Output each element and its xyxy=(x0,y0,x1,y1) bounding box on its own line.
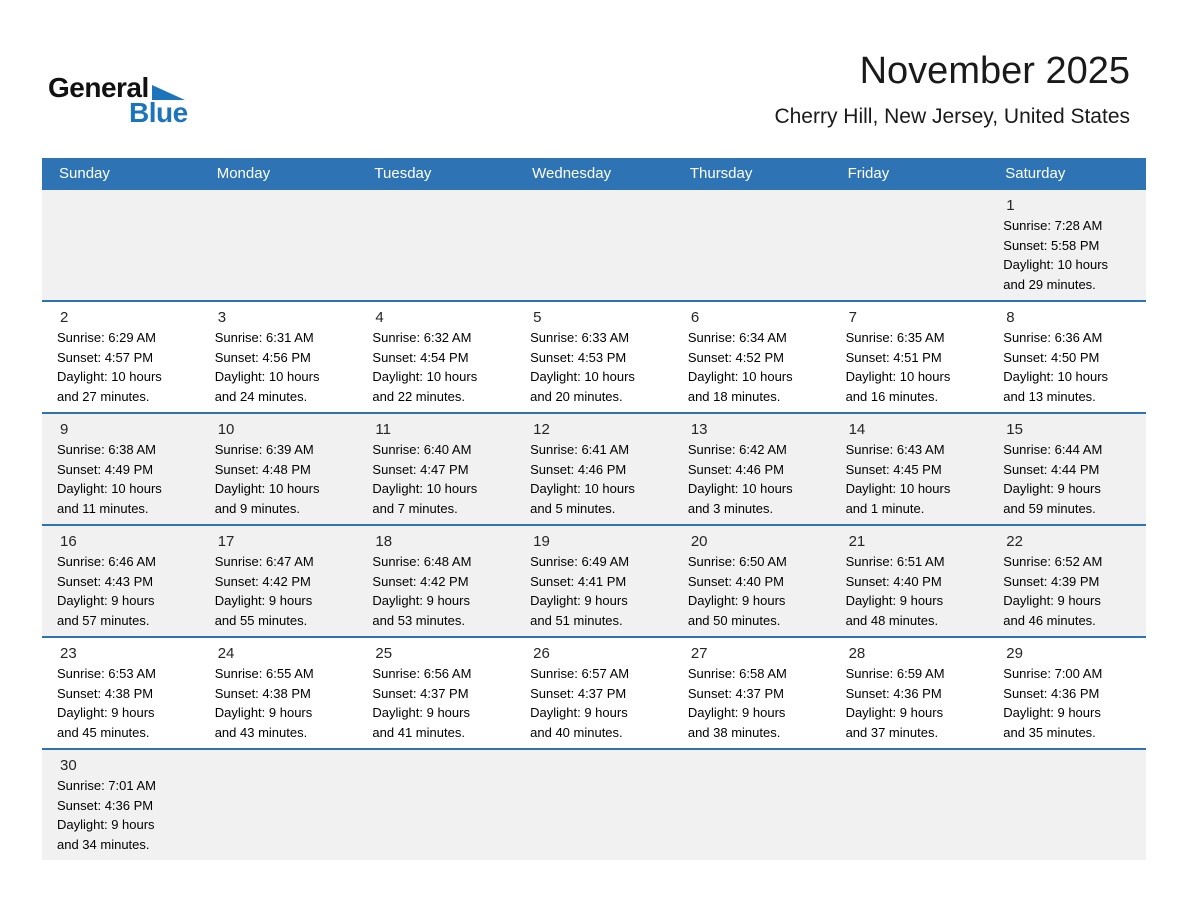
daylight-line-1: Daylight: 10 hours xyxy=(687,481,793,496)
empty-cell xyxy=(357,750,515,860)
day-number: 25 xyxy=(375,645,393,662)
day-number: 28 xyxy=(848,645,866,662)
empty-cell xyxy=(673,190,831,300)
day-number: 22 xyxy=(1006,533,1023,550)
weekday-header-monday: Monday xyxy=(216,164,271,182)
day-number: 20 xyxy=(690,533,708,550)
logo-text-general: General xyxy=(48,72,149,103)
daylight-line-1: Daylight: 10 hours xyxy=(214,369,320,384)
day-number: 23 xyxy=(60,645,77,662)
daylight-line-2: and 50 minutes. xyxy=(687,612,781,628)
day-cell-12 xyxy=(515,414,673,524)
day-cell-26 xyxy=(515,638,673,748)
weekday-header-tuesday: Tuesday xyxy=(374,164,432,182)
daylight-line-1: Daylight: 10 hours xyxy=(372,369,478,384)
weekday-header-wednesday: Wednesday xyxy=(532,164,612,182)
sunset-line: Sunset: 4:42 PM xyxy=(214,573,311,589)
daylight-line-1: Daylight: 10 hours xyxy=(1003,369,1109,384)
daylight-line-2: and 57 minutes. xyxy=(57,612,150,628)
sunset-line: Sunset: 4:37 PM xyxy=(530,685,627,701)
daylight-line-2: and 51 minutes. xyxy=(530,612,623,628)
sunset-line: Sunset: 4:38 PM xyxy=(214,685,311,701)
sunrise-line: Sunrise: 6:52 AM xyxy=(1003,554,1103,569)
weekday-header-friday: Friday xyxy=(847,164,890,182)
sunset-line: Sunset: 4:52 PM xyxy=(687,349,784,365)
week-row-3 xyxy=(42,412,1146,524)
daylight-line-1: Daylight: 9 hours xyxy=(57,593,155,608)
day-cell-13 xyxy=(673,414,831,524)
sunrise-line: Sunrise: 6:47 AM xyxy=(214,554,314,569)
daylight-line-1: Daylight: 9 hours xyxy=(372,705,470,720)
sunset-line: Sunset: 4:36 PM xyxy=(845,685,942,701)
sunrise-line: Sunrise: 7:28 AM xyxy=(1003,218,1103,233)
empty-cell xyxy=(831,190,989,300)
day-number: 9 xyxy=(60,421,69,438)
day-number: 26 xyxy=(533,645,550,662)
sunrise-line: Sunrise: 6:50 AM xyxy=(687,554,787,569)
daylight-line-2: and 38 minutes. xyxy=(687,724,781,740)
sunrise-line: Sunrise: 6:41 AM xyxy=(530,442,630,457)
day-cell-22 xyxy=(988,526,1146,636)
daylight-line-2: and 22 minutes. xyxy=(372,388,465,404)
daylight-line-1: Daylight: 9 hours xyxy=(1003,593,1101,608)
day-cell-2 xyxy=(42,302,200,412)
daylight-line-2: and 46 minutes. xyxy=(1003,612,1096,628)
daylight-line-1: Daylight: 10 hours xyxy=(845,481,951,496)
day-cell-25 xyxy=(357,638,515,748)
daylight-line-1: Daylight: 10 hours xyxy=(57,369,162,384)
daylight-line-2: and 20 minutes. xyxy=(530,388,623,404)
day-number: 4 xyxy=(375,309,384,326)
sunset-line: Sunset: 4:44 PM xyxy=(1003,461,1100,477)
daylight-line-1: Daylight: 10 hours xyxy=(530,369,635,384)
daylight-line-2: and 43 minutes. xyxy=(214,724,308,740)
daylight-line-2: and 11 minutes. xyxy=(57,500,149,516)
daylight-line-2: and 45 minutes. xyxy=(57,724,150,740)
day-number: 27 xyxy=(690,645,708,662)
day-number: 12 xyxy=(533,421,550,438)
sunrise-line: Sunrise: 6:56 AM xyxy=(372,666,472,681)
sunrise-line: Sunrise: 6:44 AM xyxy=(1003,442,1103,457)
title-block xyxy=(774,50,1130,129)
day-cell-20 xyxy=(673,526,831,636)
daylight-line-1: Daylight: 10 hours xyxy=(530,481,635,496)
day-number: 19 xyxy=(533,533,550,550)
daylight-line-2: and 37 minutes. xyxy=(845,724,939,740)
day-cell-23 xyxy=(42,638,200,748)
daylight-line-1: Daylight: 10 hours xyxy=(687,369,793,384)
daylight-line-2: and 5 minutes. xyxy=(530,500,616,516)
sunrise-line: Sunrise: 6:58 AM xyxy=(687,666,787,681)
daylight-line-2: and 18 minutes. xyxy=(687,388,781,404)
empty-cell xyxy=(357,190,515,300)
weekday-header-saturday: Saturday xyxy=(1005,164,1066,182)
daylight-line-2: and 9 minutes. xyxy=(214,500,300,516)
sunset-line: Sunset: 4:54 PM xyxy=(372,349,469,365)
daylight-line-2: and 3 minutes. xyxy=(687,500,774,516)
sunset-line: Sunset: 4:56 PM xyxy=(214,349,311,365)
day-cell-1 xyxy=(988,190,1146,300)
day-cell-5 xyxy=(515,302,673,412)
sunset-line: Sunset: 4:51 PM xyxy=(845,349,942,365)
sunrise-line: Sunrise: 6:51 AM xyxy=(845,554,945,569)
calendar-body xyxy=(42,188,1146,860)
day-number: 24 xyxy=(217,645,235,662)
day-number: 3 xyxy=(217,309,227,326)
week-row-6 xyxy=(42,748,1146,860)
day-number: 30 xyxy=(60,757,77,774)
daylight-line-2: and 35 minutes. xyxy=(1003,724,1096,740)
daylight-line-1: Daylight: 9 hours xyxy=(1003,705,1101,720)
empty-cell xyxy=(42,190,200,300)
week-row-2 xyxy=(42,300,1146,412)
day-number: 10 xyxy=(217,421,235,438)
day-number: 17 xyxy=(217,533,235,550)
day-number: 15 xyxy=(1006,421,1023,438)
daylight-line-1: Daylight: 10 hours xyxy=(214,481,320,496)
page-header xyxy=(0,0,1188,158)
day-cell-27 xyxy=(673,638,831,748)
sunset-line: Sunset: 4:47 PM xyxy=(372,461,469,477)
day-cell-17 xyxy=(200,526,358,636)
sunset-line: Sunset: 4:37 PM xyxy=(372,685,469,701)
sunset-line: Sunset: 4:43 PM xyxy=(57,573,154,589)
sunrise-line: Sunrise: 6:36 AM xyxy=(1003,330,1103,345)
day-number: 5 xyxy=(533,309,542,326)
sunset-line: Sunset: 4:40 PM xyxy=(687,573,784,589)
calendar xyxy=(42,158,1146,860)
sunrise-line: Sunrise: 6:53 AM xyxy=(57,666,156,681)
sunrise-line: Sunrise: 7:01 AM xyxy=(57,778,156,793)
sunset-line: Sunset: 4:42 PM xyxy=(372,573,469,589)
sunset-line: Sunset: 4:40 PM xyxy=(845,573,942,589)
daylight-line-2: and 48 minutes. xyxy=(845,612,939,628)
day-cell-9 xyxy=(42,414,200,524)
sunset-line: Sunset: 4:48 PM xyxy=(214,461,311,477)
sunrise-line: Sunrise: 6:31 AM xyxy=(214,330,314,345)
daylight-line-1: Daylight: 10 hours xyxy=(1003,257,1109,272)
sunrise-line: Sunrise: 6:55 AM xyxy=(214,666,314,681)
sunrise-line: Sunrise: 7:00 AM xyxy=(1003,666,1103,681)
daylight-line-2: and 1 minute. xyxy=(845,500,925,516)
day-cell-11 xyxy=(357,414,515,524)
sunset-line: Sunset: 4:53 PM xyxy=(530,349,627,365)
daylight-line-1: Daylight: 9 hours xyxy=(530,705,628,720)
day-cell-10 xyxy=(200,414,358,524)
day-cell-7 xyxy=(831,302,989,412)
day-number: 6 xyxy=(690,309,700,326)
sunrise-line: Sunrise: 6:46 AM xyxy=(57,554,156,569)
day-cell-14 xyxy=(831,414,989,524)
sunrise-line: Sunrise: 6:59 AM xyxy=(845,666,945,681)
sunset-line: Sunset: 5:58 PM xyxy=(1003,237,1100,253)
sunrise-line: Sunrise: 6:43 AM xyxy=(845,442,945,457)
weekday-header-thursday: Thursday xyxy=(689,164,753,182)
sunset-line: Sunset: 4:50 PM xyxy=(1003,349,1100,365)
sunset-line: Sunset: 4:37 PM xyxy=(687,685,784,701)
daylight-line-1: Daylight: 9 hours xyxy=(214,593,313,608)
day-cell-29 xyxy=(988,638,1146,748)
weekday-header-row xyxy=(42,158,1146,188)
daylight-line-2: and 40 minutes. xyxy=(530,724,623,740)
day-cell-19 xyxy=(515,526,673,636)
day-cell-28 xyxy=(831,638,989,748)
sunset-line: Sunset: 4:41 PM xyxy=(530,573,627,589)
daylight-line-1: Daylight: 10 hours xyxy=(372,481,478,496)
sunrise-line: Sunrise: 6:29 AM xyxy=(57,330,156,345)
sunset-line: Sunset: 4:39 PM xyxy=(1003,573,1100,589)
sunrise-line: Sunrise: 6:40 AM xyxy=(372,442,472,457)
sunset-line: Sunset: 4:57 PM xyxy=(57,349,154,365)
sunrise-line: Sunrise: 6:49 AM xyxy=(530,554,630,569)
page-subtitle: Cherry Hill, New Jersey, United States xyxy=(774,104,1130,128)
daylight-line-2: and 59 minutes. xyxy=(1003,500,1096,516)
sunrise-line: Sunrise: 6:42 AM xyxy=(687,442,787,457)
day-number: 29 xyxy=(1006,645,1023,662)
sunset-line: Sunset: 4:38 PM xyxy=(57,685,154,701)
page-title: November 2025 xyxy=(859,50,1130,92)
daylight-line-1: Daylight: 9 hours xyxy=(1003,481,1101,496)
sunset-line: Sunset: 4:36 PM xyxy=(1003,685,1100,701)
sunrise-line: Sunrise: 6:32 AM xyxy=(372,330,472,345)
day-number: 1 xyxy=(1006,197,1015,214)
daylight-line-1: Daylight: 10 hours xyxy=(845,369,951,384)
sunrise-line: Sunrise: 6:48 AM xyxy=(372,554,472,569)
sunrise-line: Sunrise: 6:39 AM xyxy=(214,442,314,457)
daylight-line-1: Daylight: 9 hours xyxy=(845,593,944,608)
day-number: 13 xyxy=(690,421,708,438)
day-cell-4 xyxy=(357,302,515,412)
general-blue-logo xyxy=(48,74,188,127)
sunset-line: Sunset: 4:46 PM xyxy=(530,461,627,477)
empty-cell xyxy=(831,750,989,860)
week-row-4 xyxy=(42,524,1146,636)
day-cell-6 xyxy=(673,302,831,412)
sunset-line: Sunset: 4:45 PM xyxy=(845,461,942,477)
day-number: 16 xyxy=(60,533,77,550)
daylight-line-2: and 53 minutes. xyxy=(372,612,465,628)
daylight-line-1: Daylight: 9 hours xyxy=(845,705,944,720)
week-row-1 xyxy=(42,188,1146,300)
daylight-line-2: and 27 minutes. xyxy=(57,388,150,404)
sunrise-line: Sunrise: 6:38 AM xyxy=(57,442,156,457)
empty-cell xyxy=(673,750,831,860)
day-cell-3 xyxy=(200,302,358,412)
week-row-5 xyxy=(42,636,1146,748)
sunset-line: Sunset: 4:46 PM xyxy=(687,461,784,477)
day-number: 11 xyxy=(375,421,391,438)
empty-cell xyxy=(200,190,358,300)
day-cell-30 xyxy=(42,750,200,860)
daylight-line-2: and 29 minutes. xyxy=(1003,276,1096,292)
sunset-line: Sunset: 4:49 PM xyxy=(57,461,154,477)
day-number: 18 xyxy=(375,533,393,550)
daylight-line-2: and 13 minutes. xyxy=(1003,388,1096,404)
empty-cell xyxy=(988,750,1146,860)
day-number: 21 xyxy=(848,533,866,550)
day-cell-21 xyxy=(831,526,989,636)
day-number: 7 xyxy=(848,309,857,326)
day-cell-24 xyxy=(200,638,358,748)
daylight-line-2: and 24 minutes. xyxy=(214,388,308,404)
sunrise-line: Sunrise: 6:33 AM xyxy=(530,330,630,345)
daylight-line-1: Daylight: 9 hours xyxy=(57,705,155,720)
daylight-line-1: Daylight: 9 hours xyxy=(687,593,786,608)
day-number: 14 xyxy=(848,421,866,438)
empty-cell xyxy=(200,750,358,860)
daylight-line-2: and 34 minutes. xyxy=(57,836,150,852)
day-number: 8 xyxy=(1006,309,1015,326)
empty-cell xyxy=(515,190,673,300)
empty-cell xyxy=(515,750,673,860)
sunrise-line: Sunrise: 6:57 AM xyxy=(530,666,630,681)
daylight-line-2: and 41 minutes. xyxy=(372,724,465,740)
day-cell-8 xyxy=(988,302,1146,412)
sunrise-line: Sunrise: 6:34 AM xyxy=(687,330,787,345)
day-cell-18 xyxy=(357,526,515,636)
daylight-line-1: Daylight: 9 hours xyxy=(214,705,313,720)
day-cell-15 xyxy=(988,414,1146,524)
day-number: 2 xyxy=(60,309,69,326)
daylight-line-1: Daylight: 9 hours xyxy=(372,593,470,608)
logo-text-blue: Blue xyxy=(129,97,188,128)
daylight-line-1: Daylight: 9 hours xyxy=(57,817,155,832)
daylight-line-2: and 55 minutes. xyxy=(214,612,308,628)
day-cell-16 xyxy=(42,526,200,636)
daylight-line-1: Daylight: 10 hours xyxy=(57,481,162,496)
daylight-line-1: Daylight: 9 hours xyxy=(687,705,786,720)
daylight-line-1: Daylight: 9 hours xyxy=(530,593,628,608)
weekday-header-sunday: Sunday xyxy=(59,164,110,182)
daylight-line-2: and 7 minutes. xyxy=(372,500,458,516)
daylight-line-2: and 16 minutes. xyxy=(845,388,939,404)
sunset-line: Sunset: 4:36 PM xyxy=(57,797,154,813)
sunrise-line: Sunrise: 6:35 AM xyxy=(845,330,945,345)
